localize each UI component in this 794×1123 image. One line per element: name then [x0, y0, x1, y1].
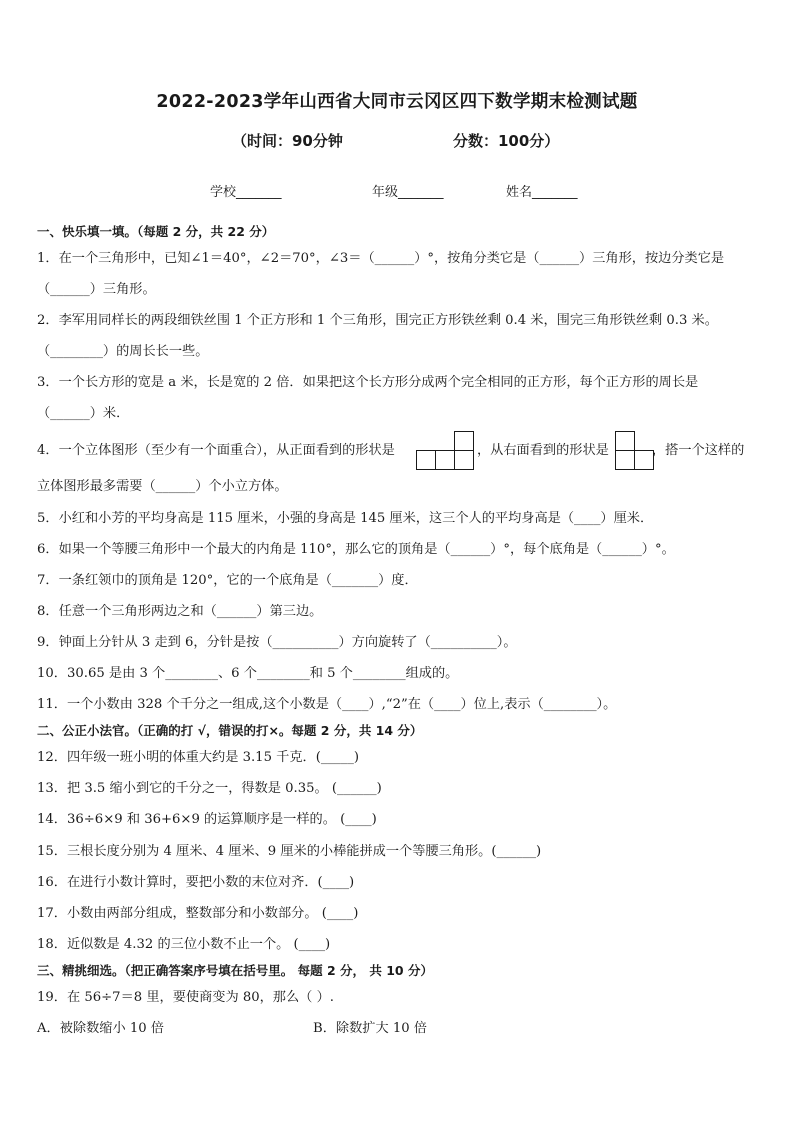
question-4-line-1-part-1: 4．一个立体图形（至少有一个面重合），从正面看到的形状是 [37, 443, 395, 458]
question-19-option-b: B．除数扩大 10 倍 [313, 1021, 427, 1036]
question-7: 7．一条红领巾的顶角是 120°，它的一个底角是（_______）度． [37, 573, 418, 588]
question-1-line-1: 1．在一个三角形中，已知∠1＝40°，∠2＝70°，∠3＝（______）°，按角分类它是（______）三角形，按边分类它是 [37, 251, 725, 266]
question-17: 17．小数由两部分组成，整数部分和小数部分。 (____) [37, 906, 359, 921]
exam-time: （时间：90分钟 [232, 132, 343, 150]
question-4-line-1-part-2: ，从右面看到的形状是 [477, 443, 609, 458]
question-19: 19．在 56÷7＝8 里，要使商变为 80，那么（ ）. [37, 990, 334, 1005]
question-9: 9．钟面上分针从 3 走到 6，分针是按（__________）方向旋转了（__________）。 [37, 635, 517, 650]
question-11: 11．一个小数由 328 个千分之一组成,这个小数是（____）,“2”在（____）位上,表示（________）。 [37, 697, 617, 712]
section-3-heading: 三、精挑细选。（把正确答案序号填在括号里。 每题 2 分， 共 10 分） [37, 963, 433, 978]
question-5: 5．小红和小芳的平均身高是 115 厘米，小强的身高是 145 厘米，这三个人的平均身高是（____）厘米． [37, 511, 654, 526]
question-1-line-2: （______）三角形。 [37, 282, 156, 297]
question-14: 14．36÷6×9 和 36+6×9 的运算顺序是一样的。 (____) [37, 812, 377, 827]
section-2-heading: 二、公正小法官。（正确的打 √，错误的打×。每题 2 分，共 14 分） [37, 723, 423, 738]
question-4-line-2: 立体图形最多需要（______）个小立方体。 [37, 479, 288, 494]
question-2-line-2: （________）的周长长一些。 [37, 344, 209, 359]
name-field: 姓名_______ [506, 185, 578, 200]
page-title: 2022-2023学年山西省大同市云冈区四下数学期末检测试题 [156, 92, 638, 112]
question-3-line-1: 3．一个长方形的宽是 a 米，长是宽的 2 倍．如果把这个长方形分成两个完全相同的正方形，每个正方形的周长是 [37, 375, 699, 390]
question-16: 16．在进行小数计算时，要把小数的末位对齐．(____) [37, 875, 355, 890]
question-13: 13．把 3.5 缩小到它的千分之一，得数是 0.35。 (______) [37, 781, 382, 796]
grade-field: 年级_______ [372, 185, 444, 200]
question-18: 18．近似数是 4.32 的三位小数不止一个。 (____) [37, 937, 331, 952]
exam-score: 分数：100分） [453, 132, 560, 150]
question-6: 6．如果一个等腰三角形中一个最大的内角是 110°，那么它的顶角是（______）°，每个底角是（______）°。 [37, 542, 675, 557]
school-field: 学校_______ [210, 185, 282, 200]
question-19-option-a: A．被除数缩小 10 倍 [37, 1021, 164, 1036]
question-2-line-1: 2．李军用同样长的两段细铁丝围 1 个正方形和 1 个三角形，围完正方形铁丝剩 0.4 米，围完三角形铁丝剩 0.3 米。 [37, 313, 718, 328]
question-4-line-1-part-3: ，搭一个这样的 [652, 443, 745, 458]
question-15: 15．三根长度分别为 4 厘米、4 厘米、9 厘米的小棒能拼成一个等腰三角形。(______) [37, 844, 542, 859]
question-12: 12．四年级一班小明的体重大约是 3.15 千克．(_____) [37, 750, 359, 765]
question-10: 10．30.65 是由 3 个________、6 个________和 5 个________组成的。 [37, 666, 459, 681]
question-3-line-2: （______）米． [37, 406, 130, 421]
section-1-heading: 一、快乐填一填。（每题 2 分，共 22 分） [37, 224, 275, 239]
question-8: 8．任意一个三角形两边之和（______）第三边。 [37, 604, 323, 619]
